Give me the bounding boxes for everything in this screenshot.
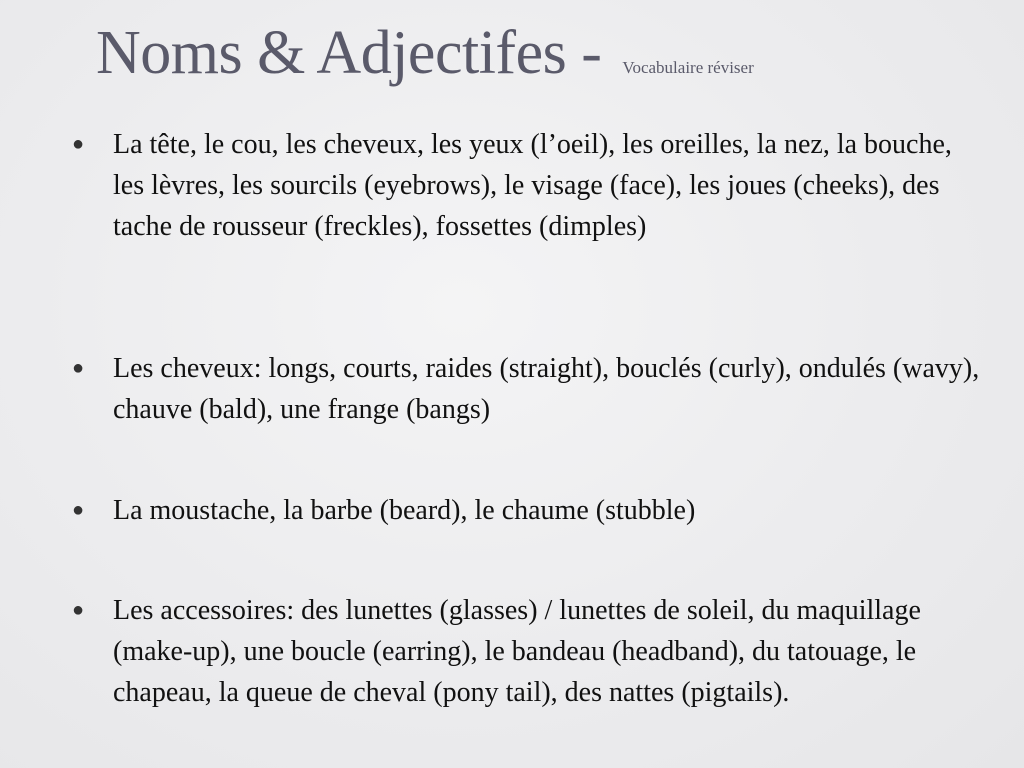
bullet-item-accessories-vocabulary xyxy=(72,590,983,713)
title-subtitle-text: Vocabulaire réviser xyxy=(622,58,754,77)
bullet-item-hair-vocabulary xyxy=(72,348,983,430)
bullet-dot-icon: ● xyxy=(72,133,85,155)
bullet-text: Les accessoires: des lunettes (glasses) / lunettes de soleil, du maquillage (make-up), une boucle (earring), le bandeau (headband), du tatouage, le chapeau, la queue de cheval (pony tail), des nattes (pigtails). xyxy=(113,595,921,708)
bullet-dot-icon: ● xyxy=(72,499,85,521)
bullet-item-face-vocabulary xyxy=(72,124,983,247)
bullet-dot-icon: ● xyxy=(72,357,85,379)
bullet-text: La moustache, la barbe (beard), le chaume (stubble) xyxy=(113,495,696,526)
bullet-item-facial-hair-vocabulary xyxy=(72,490,983,531)
title-main-text: Noms & Adjectifes - xyxy=(96,19,617,87)
bullet-text: Les cheveux: longs, courts, raides (straight), bouclés (curly), ondulés (wavy), chauve (bald), une frange (bangs) xyxy=(113,353,980,425)
bullet-dot-icon: ● xyxy=(72,599,85,621)
bullet-text: La tête, le cou, les cheveux, les yeux (l’oeil), les oreilles, la nez, la bouche, les lèvres, les sourcils (eyebrows), le visage (face), les joues (cheeks), des tache de rousseur (freckles), fossettes (dimples) xyxy=(113,129,952,242)
